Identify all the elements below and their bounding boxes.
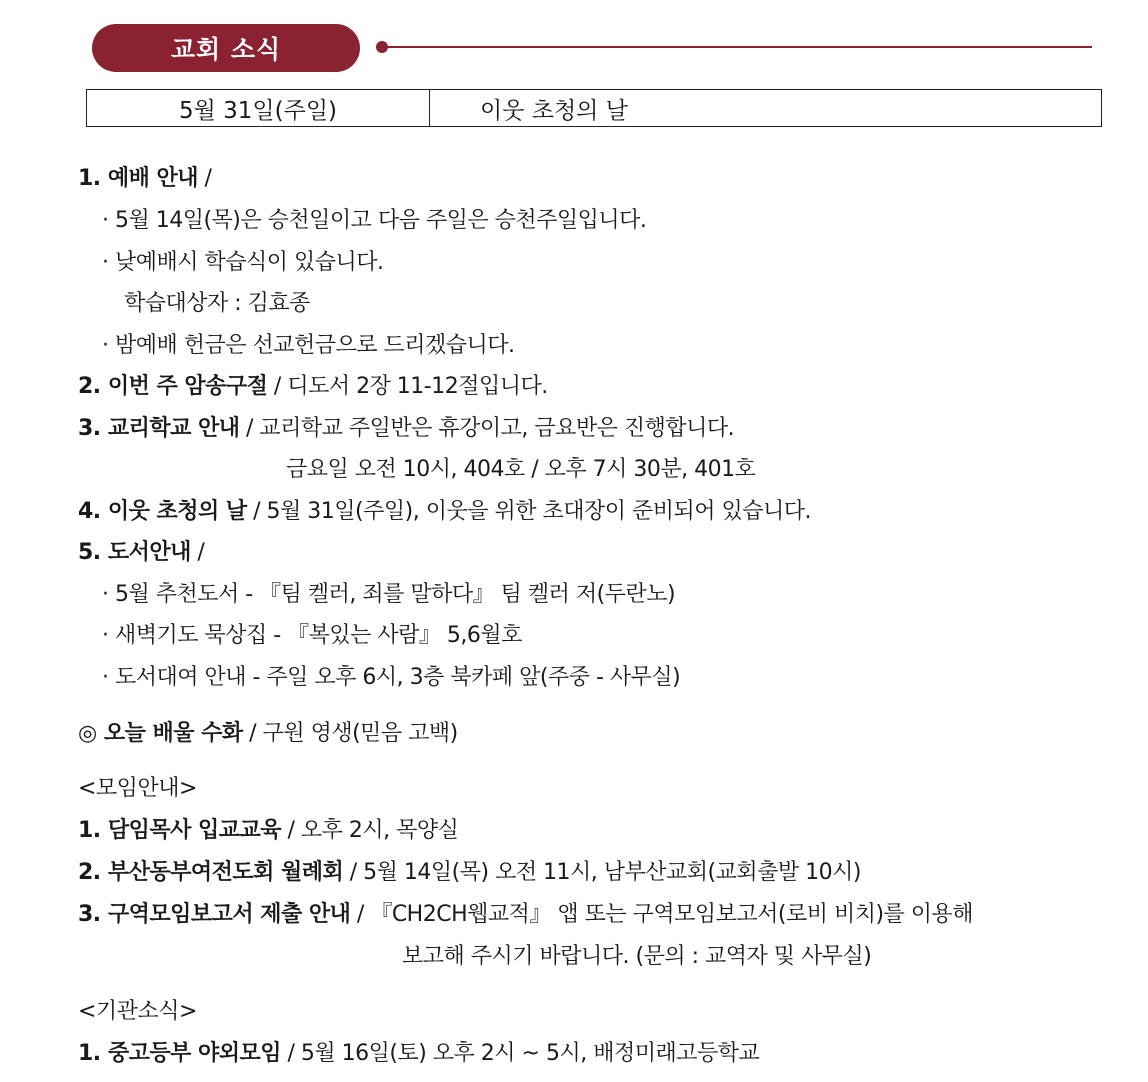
event-info-box (86, 89, 1102, 127)
list-item: · 낮예배시 학습식이 있습니다. (102, 250, 384, 275)
meeting-item: 3. 구역모임보고서 제출 안내 / 『CH2CH웹교적』 앱 또는 구역모임보고서(로비 비치)를 이용해 (78, 902, 974, 927)
divider-line (386, 46, 1092, 48)
meeting-item: 1. 담임목사 입교교육 / 오후 2시, 목양실 (78, 818, 459, 843)
neighbor-invite-item: 4. 이웃 초청의 날 / 5월 31일(주일), 이웃을 위한 초대장이 준비되어 있습니다. (78, 499, 811, 524)
doctrine-school-schedule: 금요일 오전 10시, 404호 / 오후 7시 30분, 401호 (286, 457, 756, 482)
section-title: 교회 소식 (170, 35, 282, 64)
meetings-heading: <모임안내> (78, 776, 197, 801)
event-name: 이웃 초청의 날 (480, 97, 628, 124)
list-item: · 새벽기도 묵상집 - 『복있는 사람』 5,6월호 (102, 623, 522, 648)
section-title-badge (92, 24, 360, 72)
event-date: 5월 31일(주일) (87, 90, 430, 126)
doctrine-school-item: 3. 교리학교 안내 / 교리학교 주일반은 휴강이고, 금요반은 진행합니다. (78, 416, 735, 441)
list-item-continuation: 학습대상자 : 김효종 (124, 291, 310, 316)
list-item: · 밤예배 헌금은 선교헌금으로 드리겠습니다. (102, 333, 515, 358)
meeting-item-continuation: 보고해 주시기 바랍니다. (문의 : 교역자 및 사무실) (402, 944, 872, 969)
sign-language-item: ◎ 오늘 배울 수화 / 구원 영생(믿음 고백) (78, 721, 458, 746)
book-guide-heading: 5. 도서안내 / (78, 540, 205, 565)
worship-guide-heading: 1. 예배 안내 / (78, 166, 212, 191)
list-item: · 5월 추천도서 - 『팀 켈러, 죄를 말하다』 팀 켈러 저(두란노) (102, 582, 676, 607)
list-item: · 도서대여 안내 - 주일 오후 6시, 3층 북카페 앞(주중 - 사무실) (102, 665, 681, 690)
memory-verse-item: 2. 이번 주 암송구절 / 디도서 2장 11-12절입니다. (78, 374, 548, 399)
meeting-item: 2. 부산동부여전도회 월례회 / 5월 14일(목) 오전 11시, 남부산교회(교회출발 10시) (78, 860, 861, 885)
org-news-item: 1. 중고등부 야외모임 / 5월 16일(토) 오후 2시 ~ 5시, 배정미래고등학교 (78, 1041, 760, 1066)
org-news-heading: <기관소식> (78, 999, 197, 1024)
list-item: · 5월 14일(목)은 승천일이고 다음 주일은 승천주일입니다. (102, 208, 647, 233)
